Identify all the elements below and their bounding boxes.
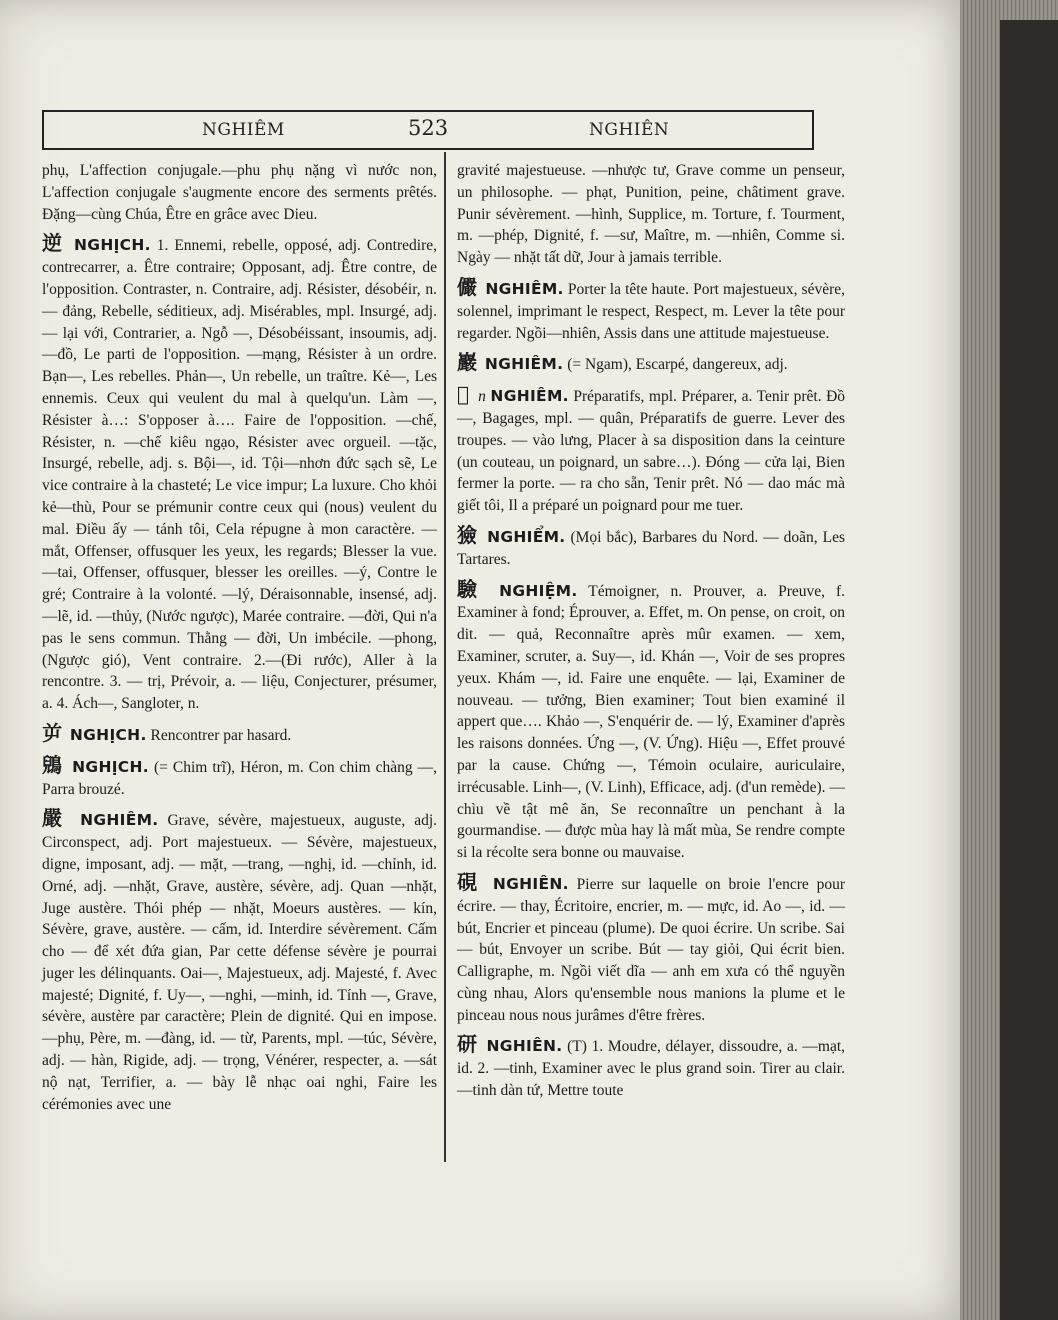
left-headword: NGHIÊM [202,120,285,140]
entry-headword: NGHIÊM. [484,355,564,374]
right-column [457,160,845,1108]
entry-character: 驗 [457,576,485,601]
entry-text: (Mọi bắc), Barbares du Nord. — doãn, Les Tartares. [457,528,845,568]
entry-character: 研 [457,1032,478,1057]
dictionary-entry [42,808,437,1115]
entry-text: 1. Ennemi, rebelle, opposé, adj. Contredire, contrecarrer, a. Être contraire; Opposant, adj. Être contre, de l'opposition. Contraster, n. Contraire, adj. Résister, désobéir, n. — đảng, Rebelle, séditieux, adj. Misérables, mpl. Insurgé, adj. — lại với, Contrarier, a. Ngỗ —, Désobéissant, insoumis, adj. —đồ, Le parti de l'opposition. —mạng, Résister à un ordre. Bạn—, Les rebelles. Phản—, Un rebelle, un traître. Kẻ—, Les ennemis. Ceux qui veulent du mal à quelqu'un. Làm —, Résister à…: S'opposer à…. Faire de l'opposition. —chế, Résister, n. —chế kiêu ngạo, Résister avec orgueil. —tặc, Insurgé, rebelle, adj. s. Bội—, id. Tội—nhơn đức sạch sẽ, Le vice contraire à la chasteté; Le vice impur; La luxure. Cho khỏi kẻ—thù, Pour se prémunir contre ceux qui (nous) veulent du mal. Điều ấy — tánh tôi, Cela répugne à mon caractère. — mắt, Offenser, offusquer les yeux, les regards; Blesser la vue. —tai, Offenser, offusquer, blesser les oreilles. —ý, Contre le gré; Contraire à la volonté. —lý, Déraisonnable, insensé, adj. —lẽ, id. —thủy, (Nước ngược), Marée contraire. —đời, Qui n'a pas le sens commun. Thằng — đời, Un imbécile. —phong, (Ngược gió), Vent contraire. 2.—(Đi rước), Aller à la rencontre. 3. — trị, Prévoir, a. — liệu, Conjecturer, présumer, a. 4. Ách—, Sangloter, n. [42,237,438,713]
dictionary-entry [457,869,846,1027]
entry-headword: NGHIÊM. [490,387,569,406]
book-cover-edge [1000,20,1058,1320]
entry-character: 逆 [42,231,65,256]
entry-text: Grave, sévère, majestueux, auguste, adj. Circonspect, adj. Port majestueux. — Sévère, majestueux, digne, imposant, adj. — mặt, —trang, —nghị, id. —chỉnh, id. Orné, adj. —nhặt, Grave, austère, sévère, adj. Quan —nhặt, Juge austère. Thói phép — nhặt, Moeurs austères. — kín, Sévère, grave, austère. — cấm, id. Interdire sévèrement. Cấm cho — để xét đứa gian, Par cette défense sévère je pourrai juger les délinquants. Oai—, Majestueux, adj. Majesté, f. Avec majesté; Dignité, f. Uy—, —nghi, —minh, id. Tính —, Grave, sévère, austère par caractère; Plein de dignité. Qui en impose. —phụ, Père, m. —đàng, id. — từ, Parents, mpl. —túc, Sévère, adj. — hàn, Rigide, adj. — trọng, Vénérer, respecter, a. —sát nộ nạt, Terrifier, a. — bày lễ nhạc oai nghi, Faire les cérémonies avec une [42,812,438,1113]
dictionary-entry [457,352,845,376]
entry-headword: NGHIÊN. [492,874,569,893]
entry-continuation [457,160,845,269]
running-header [42,110,814,150]
entry-headword: NGHIÊN. [486,1037,563,1056]
entry-character: 儼 [457,274,478,299]
dictionary-entry [457,522,845,571]
dictionary-entry [42,720,437,747]
entry-text: (= Chim trĩ), Héron, m. Con chim chàng —, Parra brouzé. [42,758,437,798]
dictionary-entry [457,1034,845,1101]
entry-character: 𠼽 [457,382,470,407]
entry-character: 屰 [42,720,62,745]
entry-headword: NGHỊCH. [74,236,151,255]
entry-headword: NGHỊCH. [69,725,147,744]
entry-continuation [42,160,437,225]
entry-text: Témoigner, n. Prouver, a. Preuve, f. Examiner à fond; Éprouver, a. Effet, m. On pense, on croit, on dit. — quả, Reconnaître après mûr examen. — xem, Examiner, scruter, a. Suy—, id. Khán —, Voir de ses propres yeux. Khám —, id. Faire une enquête. — lại, Examiner de nouveau. — tưởng, Bien examiner; Tout bien examiné il appert que…. Khảo —, S'enquérir de. — lý, Examiner d'après les raisons données. Ứng —, (V. Ứng). Hiệu —, Effet prouvé par la cause. Chứng —, Témoin oculaire, auriculaire, irrécusable. Linh—, (V. Linh), Efficace, adj. (d'un remède). — chìu về tật mê ăn, Se reconnaître un penchant à la gourmandise. — được mùa hay là mất mùa, Se rendre compte si la récolte sera bonne ou mauvaise. [457,582,846,862]
entry-character: 嚴 [42,806,68,831]
entry-character: 巖 [457,350,477,375]
entry-headword: NGHIÊM. [80,811,159,830]
entry-headword: NGHIỆM. [499,581,578,600]
dictionary-entry [457,274,846,344]
entry-headword: NGHIỂM. [487,527,566,546]
entry-character: 獫 [457,522,479,547]
entry-text: phụ, L'affection conjugale.—phu phụ nặng vì nước non, L'affection conjugale s'augmente encore des serments prêtés. Đặng—cùng Chúa, Être en grâce avec Dieu. [42,162,437,223]
entry-headword: NGHỊCH. [72,757,149,776]
entry-prefix: n [478,388,486,406]
entry-text: Préparatifs, mpl. Préparer, a. Tenir prêt. Đồ —, Bagages, mpl. — quân, Préparatifs de guerre. Lever des troupes. — vào lưng, Placer à sa disposition dans la ceinture (un couteau, un poignard, un sabre…). Đóng — cửa lại, Bien fermer la porte. — ra cho sẵn, Tenir prêt. Nó — dao mác mà giết tôi, Il a préparé un poignard pour me tuer. [457,388,846,515]
entry-headword: NGHIÊM. [485,279,564,298]
entry-text: Porter la tête haute. Port majestueux, sévère, solennel, imprimant le respect, Respect, m. Lever la tête pour regarder. Ngồi—nhiên, Assis dans une attitude majestueuse. [457,280,846,342]
entry-text: gravité majestueuse. —nhược tư, Grave comme un penseur, un philosophe. — phạt, Punition, peine, châtiment grave. Punir sévèrement. —hình, Supplice, m. Torture, f. Tourment, m. —phép, Dignité, f. —sư, Maître, m. —nhiên, Comme si. Ngày — nhặt tất dữ, Jour à jamais terrible. [457,162,845,267]
right-headword: NGHIÊN [589,120,670,140]
dictionary-entry [457,576,846,864]
entry-character: 鶂 [42,752,64,777]
entry-text: (T) 1. Moudre, délayer, dissoudre, a. —mạt, id. 2. —tinh, Examiner avec le plus grand soin. Tirer au clair. —tinh dàn tứ, Mettre toute [457,1038,846,1100]
page-number: 523 [408,116,449,140]
dictionary-entry [457,384,845,517]
entry-character: 硯 [457,869,481,894]
dictionary-entry [42,752,437,801]
column-divider [444,152,446,1162]
dictionary-entry [42,233,437,715]
left-column [42,160,437,1121]
entry-text: Rencontrer par hasard. [150,726,292,744]
entry-text: Pierre sur laquelle on broie l'encre pour écrire. — thay, Écritoire, encrier, m. — mực, id. Ao —, id. — bút, Encrier et pinceau (plume). De quoi écrire. Un scribe. Sai — bút, Envoyer un scribe. Bút — tay giỏi, Qui écrit bien. Calligraphe, m. Ngồi viết dĩa — anh em xưa có thể nguyền cùng nhau, Alors qu'ensemble nous manions la plume et le pinceau nous nous jurâmes d'être frères. [457,875,846,1024]
entry-text: (= Ngam), Escarpé, dangereux, adj. [567,356,788,374]
